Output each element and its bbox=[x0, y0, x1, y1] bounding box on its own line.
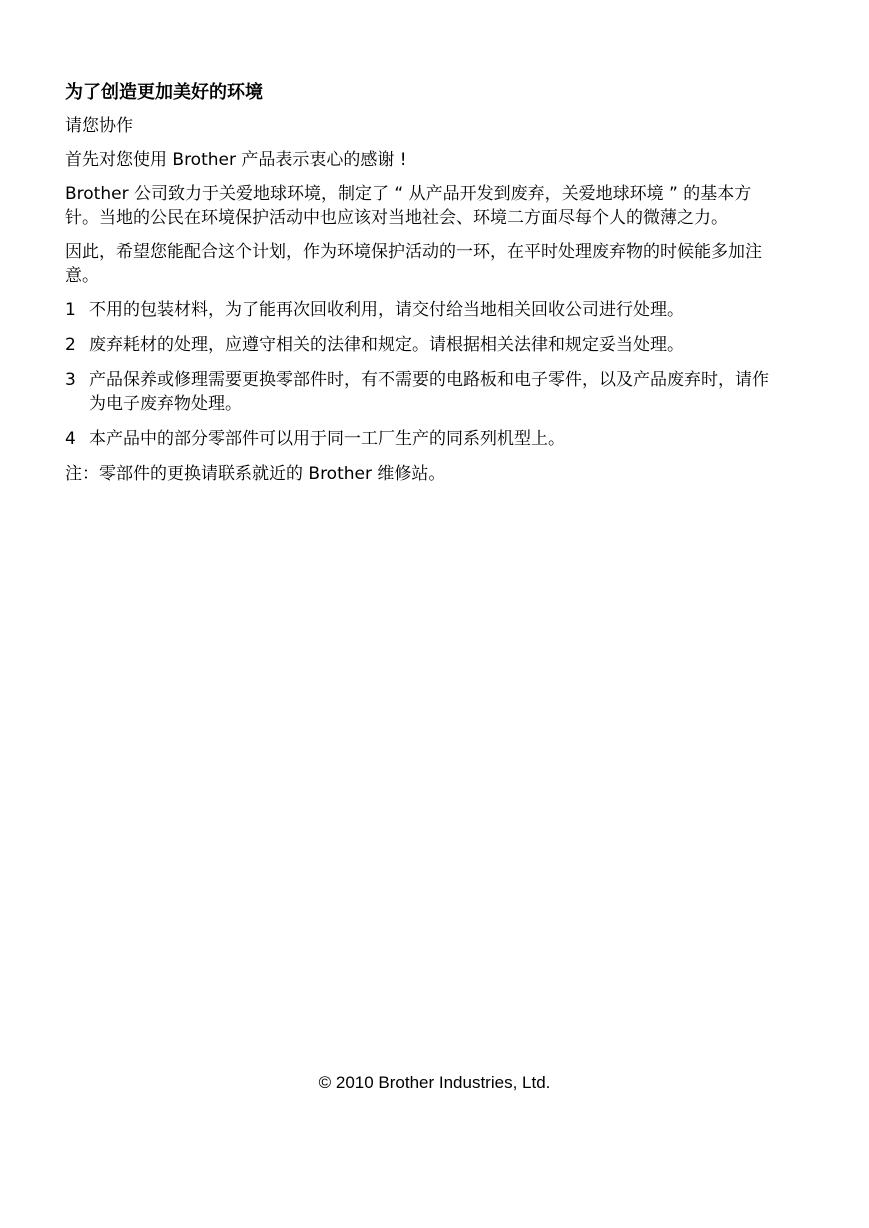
paragraph-thanks: 首先对您使用 Brother 产品表示衷心的感谢 ! bbox=[65, 150, 407, 170]
page-title: 为了创造更加美好的环境 bbox=[65, 82, 263, 103]
paragraph-request: 请您协作 bbox=[65, 116, 133, 136]
paragraph-policy: Brother 公司致力于关爱地球环境，制定了 “ 从产品开发到废弃，关爱地球环境 ” 的基本方针。当地的公民在环境保护活动中也应该对当地社会、环境二方面尽每个人的微薄之力。 bbox=[65, 184, 752, 228]
list-item-text: 本产品中的部分零部件可以用于同一工厂生产的同系列机型上。 bbox=[89, 429, 565, 449]
list-item-number: 2 bbox=[65, 335, 76, 355]
instruction-list bbox=[65, 298, 785, 451]
copyright-footer: © 2010 Brother Industries, Ltd. bbox=[318, 1073, 551, 1092]
paragraph-cooperation: 因此，希望您能配合这个计划，作为环境保护活动的一环，在平时处理废弃物的时候能多加注意。 bbox=[65, 242, 762, 286]
list-item-text: 废弃耗材的处理，应遵守相关的法律和规定。请根据相关法律和规定妥当处理。 bbox=[89, 335, 684, 355]
list-item bbox=[65, 333, 785, 357]
list-item bbox=[65, 427, 785, 451]
document-body bbox=[65, 80, 785, 486]
list-item bbox=[65, 368, 785, 416]
list-item-number: 4 bbox=[65, 429, 76, 449]
list-item-text: 不用的包装材料，为了能再次回收利用，请交付给当地相关回收公司进行处理。 bbox=[89, 300, 684, 320]
service-note: 注：零部件的更换请联系就近的 Brother 维修站。 bbox=[65, 464, 446, 484]
list-item-text: 产品保养或修理需要更换零部件时，有不需要的电路板和电子零件，以及产品废弃时，请作为电子废弃物处理。 bbox=[89, 370, 769, 414]
list-item-number: 3 bbox=[65, 370, 76, 390]
list-item bbox=[65, 298, 785, 322]
list-item-number: 1 bbox=[65, 300, 76, 320]
